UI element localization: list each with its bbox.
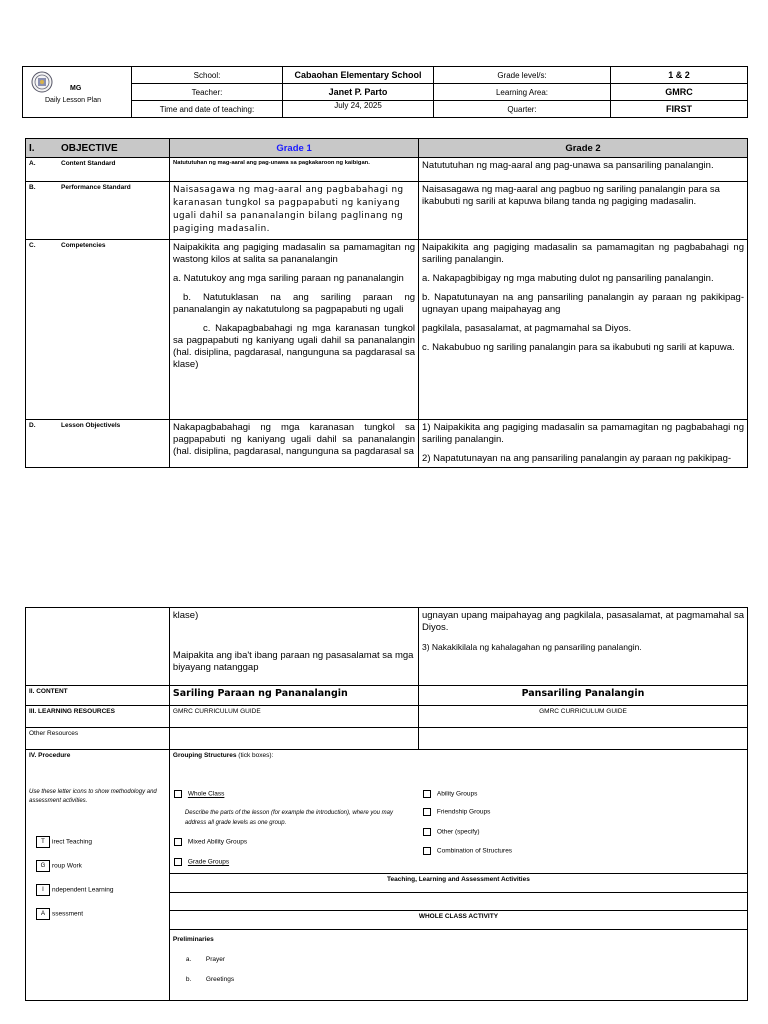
logo-cell bbox=[23, 67, 132, 118]
row-letter: B. bbox=[29, 184, 36, 191]
grade1-heading: Grade 1 bbox=[170, 139, 419, 158]
combination-label: Combination of Structures bbox=[436, 847, 513, 855]
g2-competencies bbox=[419, 240, 748, 420]
objective-heading bbox=[26, 139, 170, 158]
other-resources-label: Other Resources bbox=[26, 728, 170, 750]
g1-comp-main: Naipakikita ang pagiging madasalin sa pamamagitan ng wastong kilos at salita sa pananalangin bbox=[173, 242, 416, 265]
g2-lesson-objectives bbox=[419, 420, 748, 468]
icon-label: roup Work bbox=[52, 862, 82, 870]
friendship-groups-checkbox[interactable] bbox=[423, 808, 431, 816]
g2-lesson-objective-2: 2) Napatutunayan na ang pansariling panalangin ay paraan ng pakikipag- bbox=[422, 453, 732, 464]
objective-header-row bbox=[26, 139, 748, 158]
procedure-body bbox=[169, 750, 747, 1001]
g1-performance-standard: Naisasagawa ng mag-aaral ang pagbabahagi ng karanasan tungkol sa pagpapabuti ng kaniyang ugali dahil sa pananalangin bilang paglinang ng pagiging madasalin. bbox=[170, 182, 419, 240]
preliminaries: Preliminaries bbox=[172, 936, 214, 943]
independent-learning-icon: I bbox=[36, 884, 50, 896]
quarter-value: FIRST bbox=[611, 101, 748, 118]
ability-groups-label: Ability Groups bbox=[436, 790, 478, 798]
page2-table bbox=[25, 607, 748, 1001]
header-table bbox=[22, 66, 748, 118]
g1-comp-b: b. Natutuklasan na ang sariling paraan ng pananalangin ay nakatutulong sa pagpapabuti ng ugali bbox=[173, 292, 416, 315]
mixed-ability-label: Mixed Ability Groups bbox=[187, 838, 248, 846]
quarter-label: Quarter: bbox=[434, 101, 611, 118]
g2-comp-c: c. Nakabubuo ng sariling panalangin para sa ikabubuti ng sarili at kapuwa. bbox=[422, 342, 735, 353]
whole-class-option[interactable] bbox=[174, 790, 224, 798]
school-value: Cabaohan Elementary School bbox=[283, 67, 434, 84]
teacher-label: Teacher: bbox=[132, 84, 283, 101]
grade-groups-option[interactable] bbox=[174, 858, 229, 866]
g1-comp-a: a. Natutukoy ang mga sariling paraan ng pananalangin bbox=[173, 273, 404, 284]
icon-label: ndependent Learning bbox=[52, 886, 114, 894]
continuation-row bbox=[26, 608, 748, 686]
resources-g1: GMRC CURRICULUM GUIDE bbox=[169, 706, 418, 728]
g2-lesson-objective-1: 1) Naipakikita ang pagiging madasalin sa pamamagitan ng pagbabahagi ng sariling panalangin. bbox=[422, 422, 744, 445]
content-row bbox=[26, 686, 748, 706]
grade2-heading: Grade 2 bbox=[419, 139, 748, 158]
content-g2: Pansariling Panalangin bbox=[418, 686, 747, 706]
grouping-structures bbox=[173, 752, 273, 759]
row-label-text: Content Standard bbox=[61, 160, 116, 167]
g2-cont-text: ugnayan upang maipahayag ang pagkilala, pasasalamat, at pagmamahal sa Diyos. bbox=[421, 610, 744, 633]
icon-legend bbox=[36, 836, 113, 920]
prelim-text: Prayer bbox=[205, 956, 226, 963]
row-label bbox=[26, 420, 170, 468]
logo-label-top: MG bbox=[70, 85, 82, 92]
school-label: School: bbox=[132, 67, 283, 84]
g1-content-standard: Natututuhan ng mag-aaral ang pag-unawa sa pagkakaroon ng kaibigan. bbox=[170, 158, 419, 182]
combination-checkbox[interactable] bbox=[423, 847, 431, 855]
row-label bbox=[26, 240, 170, 420]
g2-performance-standard: Naisasagawa ng mag-aaral ang pagbuo ng sariling panalangin para sa ikabubuti ng sarili at kapuwa bilang tanda ng pagiging madasalin. bbox=[419, 182, 748, 240]
prelim-text: Greetings bbox=[205, 976, 235, 983]
whole-class-activity: WHOLE CLASS ACTIVITY bbox=[170, 910, 747, 930]
g1-extra-text: Maipakita ang iba't ibang paraan ng pasasalamat sa mga biyayang natanggap bbox=[172, 650, 414, 673]
row-letter: D. bbox=[29, 422, 36, 429]
deped-seal-icon bbox=[31, 71, 53, 93]
objective-row-performance-standard bbox=[26, 182, 748, 240]
row-label-text: Competencies bbox=[61, 242, 106, 249]
grade-groups-checkbox[interactable] bbox=[174, 858, 182, 866]
icon-legend-item bbox=[36, 884, 113, 896]
other-specify-checkbox[interactable] bbox=[423, 828, 431, 836]
grade-label: Grade level/s: bbox=[434, 67, 611, 84]
prelim-item bbox=[186, 956, 225, 963]
g1-competencies bbox=[170, 240, 419, 420]
row-letter: A. bbox=[29, 160, 36, 167]
mixed-ability-option[interactable] bbox=[174, 838, 247, 846]
objective-row-competencies bbox=[26, 240, 748, 420]
objective-table bbox=[25, 138, 748, 468]
procedure-label: IV. Procedure bbox=[29, 752, 71, 759]
g2-continuation bbox=[418, 608, 747, 686]
prelim-item bbox=[186, 976, 234, 983]
row-letter: C. bbox=[29, 242, 36, 249]
whole-class-desc: Describe the parts of the lesson (for example the introduction), where you may address all grade levels as one group. bbox=[184, 810, 394, 826]
tla-title: Teaching, Learning and Assessment Activities bbox=[170, 873, 747, 893]
g2-extra-text: 3) Nakakikilala ng kahalagahan ng pansariling panalangin. bbox=[421, 642, 642, 652]
objective-title: OBJECTIVE bbox=[61, 142, 118, 154]
resources-g2: GMRC CURRICULUM GUIDE bbox=[418, 706, 747, 728]
objective-num: I. bbox=[29, 142, 35, 154]
icon-legend-item bbox=[36, 860, 113, 872]
friendship-groups-label: Friendship Groups bbox=[436, 808, 491, 816]
prelim-letter: a. bbox=[185, 956, 192, 963]
grouping-title: Grouping Structures bbox=[172, 752, 237, 759]
grouping-hint: (tick boxes): bbox=[236, 752, 274, 759]
other-resources-g2 bbox=[418, 728, 747, 750]
row-label bbox=[26, 182, 170, 240]
date-label: Time and date of teaching: bbox=[132, 101, 283, 118]
row-label-text: Performance Standard bbox=[61, 184, 131, 191]
content-g1: Sariling Paraan ng Pananalangin bbox=[169, 686, 418, 706]
procedure-label-cell bbox=[26, 750, 170, 1001]
procedure-row bbox=[26, 750, 748, 1001]
teacher-value: Janet P. Parto bbox=[283, 84, 434, 101]
area-label: Learning Area: bbox=[434, 84, 611, 101]
objective-row-content-standard bbox=[26, 158, 748, 182]
g1-continuation bbox=[169, 608, 418, 686]
g1-comp-c: c. Nakapagbabahagi ng mga karanasan tungkol sa pagpapabuti ng kaniyang ugali dahil sa pananalangin (hal. disiplina, pagdarasal, nangunguna sa pagdarasal sa klase) bbox=[173, 323, 416, 370]
other-specify-label: Other (specify) bbox=[436, 828, 480, 836]
g1-lesson-objectives bbox=[170, 420, 419, 468]
g2-content-standard: Natututuhan ng mag-aaral ang pag-unawa sa pansariling panalangin. bbox=[419, 158, 748, 182]
date-value: July 24, 2025 bbox=[283, 101, 434, 118]
resources-row bbox=[26, 706, 748, 728]
g1-cont-text: klase) bbox=[172, 610, 199, 621]
combination-option[interactable] bbox=[423, 847, 512, 855]
prelim-letter: b. bbox=[185, 976, 192, 983]
grade-value: 1 & 2 bbox=[611, 67, 748, 84]
letter-icons-note: Use these letter icons to show methodology and assessment activities. bbox=[29, 789, 157, 804]
g2-comp-main: Naipakikita ang pagiging madasalin sa pamamagitan ng pagbabahagi ng sariling panalangin. bbox=[422, 242, 744, 265]
g2-comp-b: b. Napatutunayan na ang pansariling panalangin ay paraan ng pakikipag-ugnayan upang maipahayag ang bbox=[422, 292, 744, 315]
content-label: II. CONTENT bbox=[26, 686, 170, 706]
icon-legend-item bbox=[36, 836, 113, 848]
row-label-text: Lesson Objectivels bbox=[61, 422, 121, 429]
g1-lesson-objective-text: Nakapagbabahagi ng mga karanasan tungkol sa pagpapabuti ng kaniyang ugali dahil sa pananalangin (hal. disiplina, pagdarasal, nangunguna sa pagdarasal sa bbox=[173, 422, 416, 457]
whole-class-checkbox[interactable] bbox=[174, 790, 182, 798]
row-label bbox=[26, 158, 170, 182]
resources-label: III. LEARNING RESOURCES bbox=[26, 706, 170, 728]
g2-comp-a: a. Nakapagbibigay ng mga mabuting dulot ng pansariling panalangin. bbox=[422, 273, 714, 284]
assessment-icon: A bbox=[36, 908, 50, 920]
objective-row-lesson-objectives bbox=[26, 420, 748, 468]
ability-groups-option[interactable] bbox=[423, 790, 477, 798]
other-specify-option[interactable] bbox=[423, 828, 480, 836]
logo-label-bottom: Daily Lesson Plan bbox=[45, 97, 102, 104]
other-resources-row bbox=[26, 728, 748, 750]
area-value: GMRC bbox=[611, 84, 748, 101]
mixed-ability-checkbox[interactable] bbox=[174, 838, 182, 846]
direct-teaching-icon: T bbox=[36, 836, 50, 848]
empty-label-cell bbox=[26, 608, 170, 686]
whole-class-label: Whole Class bbox=[187, 790, 225, 798]
icon-legend-item bbox=[36, 908, 113, 920]
other-resources-g1 bbox=[169, 728, 418, 750]
friendship-groups-option[interactable] bbox=[423, 808, 490, 816]
ability-groups-checkbox[interactable] bbox=[423, 790, 431, 798]
group-work-icon: G bbox=[36, 860, 50, 872]
g2-comp-b-cont: pagkilala, pasasalamat, at pagmamahal sa Diyos. bbox=[422, 323, 632, 334]
icon-label: irect Teaching bbox=[52, 838, 92, 846]
grade-groups-label: Grade Groups bbox=[187, 858, 230, 866]
icon-label: ssessment bbox=[52, 910, 84, 918]
